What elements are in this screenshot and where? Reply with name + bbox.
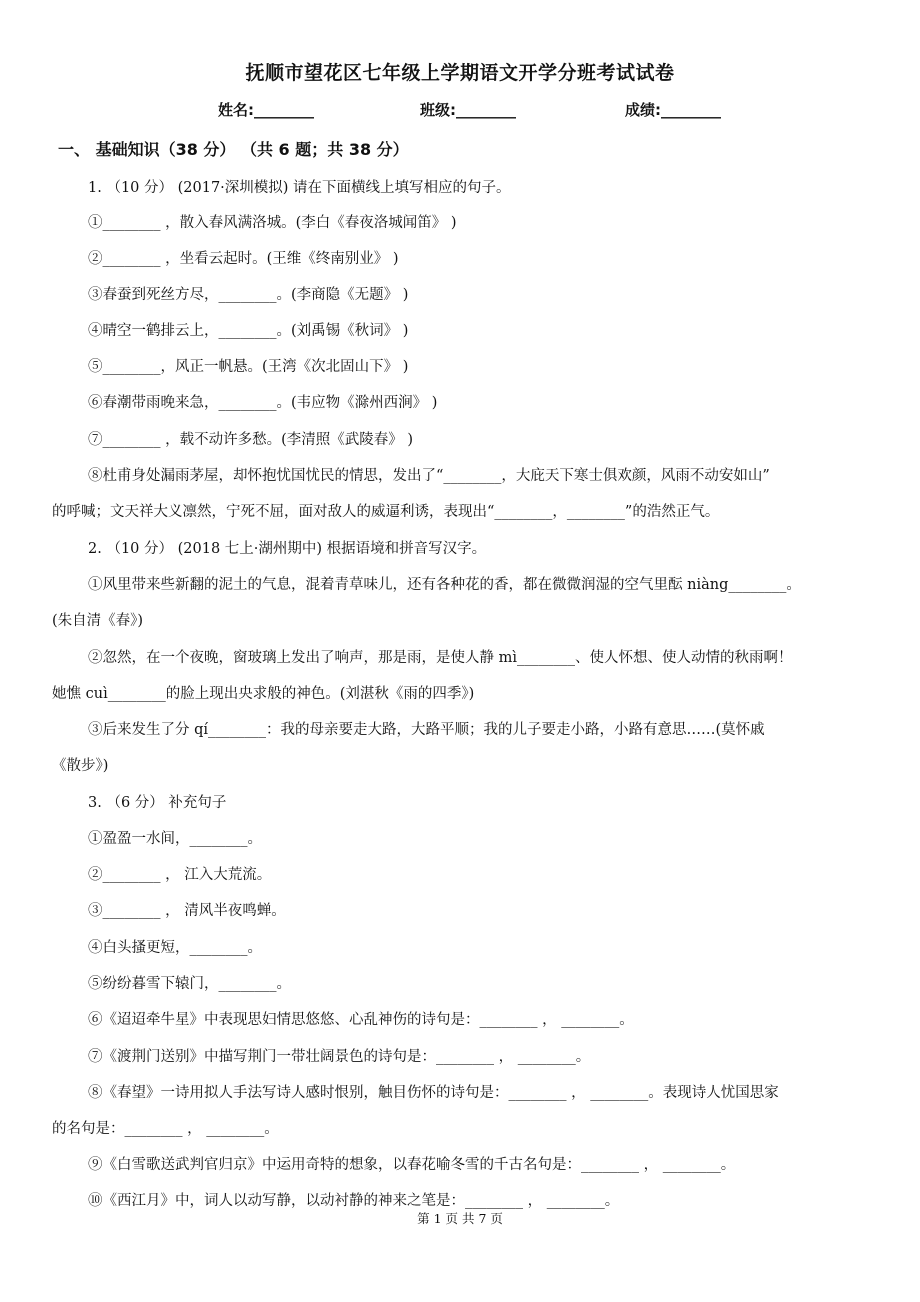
- question-2-item-continued: (朱自清《春》): [52, 613, 144, 629]
- exam-title: 抚顺市望花区七年级上学期语文开学分班考试试卷: [245, 62, 675, 84]
- question-1-item: ④晴空一鹤排云上，________。(刘禹锡《秋词》 ): [88, 323, 409, 339]
- question-3-item-continued: 的名句是：________ ， ________。: [52, 1121, 279, 1137]
- question-3-item: ④白头搔更短，________。: [88, 940, 262, 956]
- question-3-item: ⑨《白雪歌送武判官归京》中运用奇特的想象，以春花喻冬雪的千古名句是：________ ， ________。: [88, 1157, 736, 1173]
- question-1-item: ⑥春潮带雨晚来急，________。(韦应物《滁州西涧》 ): [88, 395, 438, 411]
- score-field-label: 成绩:________: [625, 101, 721, 119]
- question-3-item: ⑥《迢迢牵牛星》中表现思妇情思悠悠、心乱神伤的诗句是：________ ， ________。: [88, 1012, 634, 1028]
- question-2-item-continued: 她憔 cuì________的脸上现出央求般的神色。(刘湛秋《雨的四季》): [52, 686, 475, 702]
- question-2-item: ②忽然，在一个夜晚，窗玻璃上发出了响声，那是雨，是使人静 mì________、使人怀想、使人动情的秋雨啊！: [88, 650, 793, 666]
- question-1-item: ⑧杜甫身处漏雨茅屋，却怀抱忧国忧民的情思，发出了“________，大庇天下寒士俱欢颜，风雨不动安如山”: [88, 468, 770, 484]
- question-3-item: ⑤纷纷暮雪下辕门，________。: [88, 976, 291, 992]
- question-1-item: ②________ ，坐看云起时。(王维《终南别业》 ): [88, 251, 399, 267]
- question-3-item: ②________ ， 江入大荒流。: [88, 867, 272, 883]
- question-3-item: ①盈盈一水间，________。: [88, 831, 262, 847]
- question-2-stem: 2. （10 分） (2018 七上·湖州期中) 根据语境和拼音写汉字。: [88, 541, 487, 557]
- question-1-stem: 1. （10 分） (2017·深圳模拟) 请在下面横线上填写相应的句子。: [88, 180, 511, 196]
- question-1-item-continued: 的呼喊；文天祥大义凛然，宁死不屈，面对敌人的威逼利诱，表现出“________，________”的浩然正气。: [52, 504, 720, 520]
- question-1-item: ⑤________，风正一帆悬。(王湾《次北固山下》 ): [88, 359, 409, 375]
- question-1-item: ⑦________ ，载不动许多愁。(李清照《武陵春》 ): [88, 432, 414, 448]
- question-1-item: ①________ ，散入春风满洛城。(李白《春夜洛城闻笛》 ): [88, 215, 457, 231]
- question-3-item: ③________ ， 清风半夜鸣蝉。: [88, 903, 286, 919]
- question-1-item: ③春蚕到死丝方尽，________。(李商隐《无题》 ): [88, 287, 409, 303]
- page-footer: 第 1 页 共 7 页: [417, 1211, 503, 1226]
- question-3-item: ⑦《渡荆门送别》中描写荆门一带壮阔景色的诗句是：________ ， ________。: [88, 1049, 591, 1065]
- question-2-item: ①风里带来些新翻的泥土的气息，混着青草味儿，还有各种花的香，都在微微润湿的空气里酝 niàng________。: [88, 577, 801, 593]
- class-field-label: 班级:________: [420, 101, 516, 119]
- question-3-item: ⑧《春望》一诗用拟人手法写诗人感时恨别，触目伤怀的诗句是：________ ， ________。表现诗人忧国思家: [88, 1085, 779, 1101]
- question-3-stem: 3. （6 分） 补充句子: [88, 795, 227, 811]
- question-3-item: ⑩《西江月》中，词人以动写静，以动衬静的神来之笔是：________ ， ________。: [88, 1193, 620, 1209]
- question-2-item-continued: 《散步》): [52, 758, 109, 774]
- name-field-label: 姓名:________: [218, 101, 314, 119]
- section-heading: 一、 基础知识（38 分） （共 6 题；共 38 分）: [58, 140, 409, 159]
- question-2-item: ③后来发生了分 qí________：我的母亲要走大路，大路平顺；我的儿子要走小路，小路有意思……(莫怀戚: [88, 722, 765, 738]
